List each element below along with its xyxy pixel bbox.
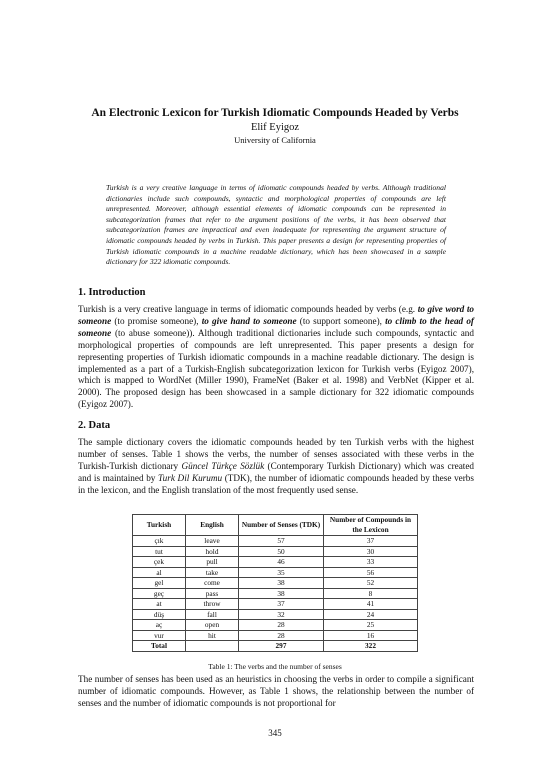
table-total-row: [133, 641, 418, 652]
table-cell: pass: [186, 588, 239, 599]
introduction-paragraph: Turkish is a very creative language in terms of idiomatic compounds headed by verbs (e.g. to give word to someone (to promise someone), to give hand to someone (to support someone), to climb to the head of someone (to abuse someone)). Although traditional dictionaries include such compounds, syntactic and morphological properties of compounds are left unrepresented. This paper presents a design for representing properties of Turkish idiomatic compounds in a machine readable dictionary. The design is implemented as a part of a Turkish-English subcategorization lexicon for Turkish verbs (Eyigoz 2007), which is mapped to WordNet (Miller 1990), FrameNet (Baker et al. 1998) and VerbNet (Kipper et al. 2000). The proposed design has been showcased in a sample dictionary for 322 idiomatic compounds (Eyigoz 2007).: [78, 304, 474, 410]
table-row: [133, 609, 418, 620]
section-heading-introduction: 1. Introduction: [78, 287, 146, 298]
paper-title: An Electronic Lexicon for Turkish Idiomatic Compounds Headed by Verbs: [91, 107, 459, 119]
table-cell: 46: [239, 557, 324, 568]
table-cell: çek: [133, 557, 186, 568]
table-cell: 33: [324, 557, 418, 568]
institution-name: Turk Dil Kurumu: [158, 472, 223, 483]
table-cell: 50: [239, 546, 324, 557]
table-total-cell: [186, 641, 239, 652]
table-row: [133, 546, 418, 557]
page-number: 345: [268, 728, 282, 738]
table-cell: 24: [324, 609, 418, 620]
table-cell: 32: [239, 609, 324, 620]
table-cell: 8: [324, 588, 418, 599]
table-total-cell: 322: [324, 641, 418, 652]
data-paragraph-2: The number of senses has been used as an heuristics in choosing the verbs in order to compile a significant number of idiomatic compounds. However, as Table 1 shows, the relationship between the number of senses and the number of idiomatic compounds is not proportional for: [78, 674, 474, 708]
dictionary-name: Güncel Türkçe Sözlük: [181, 460, 265, 471]
col-english: English: [186, 515, 239, 536]
table-cell: tut: [133, 546, 186, 557]
table-cell: geç: [133, 588, 186, 599]
table-cell: 41: [324, 599, 418, 610]
table-cell: düş: [133, 609, 186, 620]
example-give-hand: to give hand to someone: [201, 315, 297, 326]
table-total-cell: Total: [133, 641, 186, 652]
col-turkish: Turkish: [133, 515, 186, 536]
table-cell: 28: [239, 630, 324, 641]
table-cell: 56: [324, 567, 418, 578]
example-give-word: to give word to someone: [78, 304, 474, 326]
table-total-cell: 297: [239, 641, 324, 652]
table-cell: 37: [324, 536, 418, 547]
example-climb-head: to climb to the head of someone: [78, 315, 474, 338]
table-cell: aç: [133, 620, 186, 631]
table-row: [133, 620, 418, 631]
table-cell: open: [186, 620, 239, 631]
table-cell: take: [186, 567, 239, 578]
abstract: Turkish is a very creative language in terms of idiomatic compounds headed by verbs. Although traditional dictionaries include such compounds, syntactic and morphological properties of compounds are left unrepresented. Moreover, although essential elements of idiomatic compounds can be represented in subcategorization frames that refer to the argument positions of the verbs, it has been observed that subcategorization frames are impractical and even inadequate for representing the argument structure of idiomatic compounds headed by verbs in Turkish. This paper presents a design for representing properties of Turkish idiomatic compounds in a machine readable dictionary, which has been showcased in a sample dictionary for 322 idiomatic compounds.: [106, 183, 446, 267]
table-cell: 35: [239, 567, 324, 578]
table-cell: hit: [186, 630, 239, 641]
table-header-row: [133, 515, 418, 536]
table-cell: fall: [186, 609, 239, 620]
table-row: [133, 588, 418, 599]
data-paragraph-1: The sample dictionary covers the idiomatic compounds headed by ten Turkish verbs with the highest number of senses. Table 1 shows the verbs, the number of senses associated with these verbs in the Turkish-Turkish dictionary Güncel Türkçe Sözlük (Contemporary Turkish Dictionary) which was created and is maintained by Turk Dil Kurumu (TDK), the number of idiomatic compounds headed by these verbs in the lexicon, and the English translation of the most frequently used sense.: [78, 437, 475, 495]
table-cell: gel: [133, 578, 186, 589]
table-cell: pull: [186, 557, 239, 568]
table-caption: Table 1: The verbs and the number of senses: [208, 662, 342, 671]
table-cell: hold: [186, 546, 239, 557]
table-cell: 28: [239, 620, 324, 631]
col-compounds: Number of Compounds in the Lexicon: [324, 515, 418, 536]
table-row: [133, 578, 418, 589]
table-cell: vur: [133, 630, 186, 641]
col-senses: Number of Senses (TDK): [239, 515, 324, 536]
table-row: [133, 630, 418, 641]
table-cell: 38: [239, 578, 324, 589]
table-cell: 38: [239, 588, 324, 599]
table-cell: 30: [324, 546, 418, 557]
table-cell: leave: [186, 536, 239, 547]
table-cell: throw: [186, 599, 239, 610]
table-cell: 57: [239, 536, 324, 547]
table-cell: 37: [239, 599, 324, 610]
author-name: Elif Eyigoz: [250, 122, 300, 133]
table-cell: 16: [324, 630, 418, 641]
section-heading-data: 2. Data: [78, 420, 111, 431]
table-cell: at: [133, 599, 186, 610]
verbs-table: [132, 514, 418, 652]
table-cell: 52: [324, 578, 418, 589]
table-row: [133, 557, 418, 568]
table-row: [133, 536, 418, 547]
table-cell: çık: [133, 536, 186, 547]
table-cell: al: [133, 567, 186, 578]
table-row: [133, 599, 418, 610]
table-cell: 25: [324, 620, 418, 631]
table-cell: come: [186, 578, 239, 589]
author-affiliation: University of California: [234, 135, 316, 145]
table-row: [133, 567, 418, 578]
